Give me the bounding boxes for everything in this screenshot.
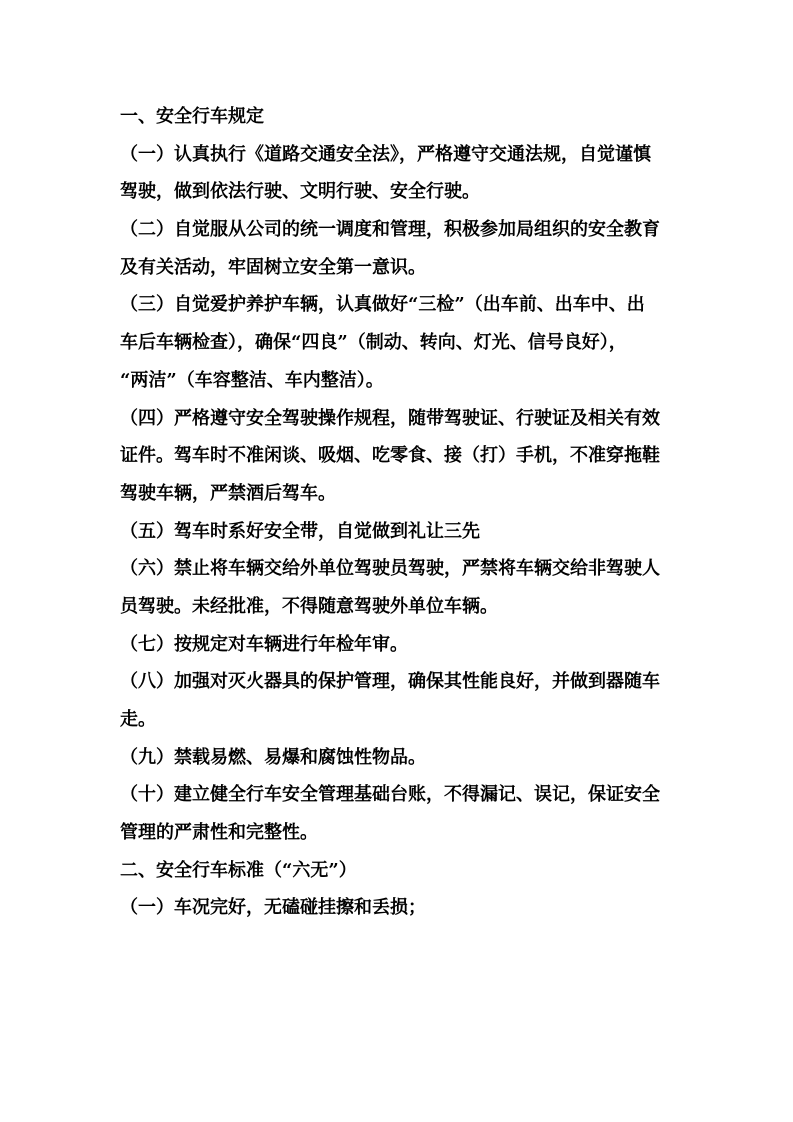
paragraph-line: 员驾驶。未经批准，不得随意驾驶外单位车辆。	[120, 595, 498, 617]
paragraph-line: （七）按规定对车辆进行年检年审。	[120, 633, 408, 655]
paragraph-line: （二）自觉服从公司的统一调度和管理，积极参加局组织的安全教育	[120, 219, 660, 241]
paragraph-line: 及有关活动，牢固树立安全第一意识。	[120, 256, 426, 278]
paragraph-line: 走。	[120, 709, 156, 730]
paragraph-line: （三）自觉爱护养护车辆，认真做好“三检”（出车前、出车中、出	[120, 294, 645, 316]
paragraph-line: （五）驾车时系好安全带，自觉做到礼让三先	[120, 520, 480, 542]
section-heading-1: 一、安全行车规定	[120, 106, 264, 127]
paragraph-line: （十）建立健全行车安全管理基础台账，不得漏记、误记，保证安全	[120, 784, 660, 806]
paragraph-line: 管理的严肃性和完整性。	[120, 822, 318, 844]
paragraph-line: （一）车况完好，无磕碰挂擦和丢损；	[120, 897, 426, 919]
paragraph-line: （八）加强对灭火器具的保护管理，确保其性能良好，并做到器随车	[120, 671, 660, 693]
paragraph-line: 驾驶，做到依法行驶、文明行驶、安全行驶。	[120, 181, 480, 203]
paragraph-line: （一）认真执行《道路交通安全法》，严格遵守交通法规，自觉谨慎	[120, 143, 651, 165]
paragraph-line: 车后车辆检查），确保“四良”（制动、转向、灯光、信号良好），	[120, 332, 627, 354]
document-body	[120, 98, 680, 927]
section-heading-2: 二、安全行车标准（“六无”）	[120, 859, 357, 881]
paragraph-line: （六）禁止将车辆交给外单位驾驶员驾驶，严禁将车辆交给非驾驶人	[120, 558, 660, 580]
paragraph-line: 证件。驾车时不准闲谈、吸烟、吃零食、接（打）手机，不准穿拖鞋	[120, 445, 660, 467]
paragraph-line: （九）禁载易燃、易爆和腐蚀性物品。	[120, 746, 426, 768]
paragraph-line: （四）严格遵守安全驾驶操作规程，随带驾驶证、行驶证及相关有效	[120, 407, 660, 429]
paragraph-line: “两洁”（车容整洁、车内整洁）。	[120, 369, 384, 391]
paragraph-line: 驾驶车辆，严禁酒后驾车。	[120, 482, 336, 504]
